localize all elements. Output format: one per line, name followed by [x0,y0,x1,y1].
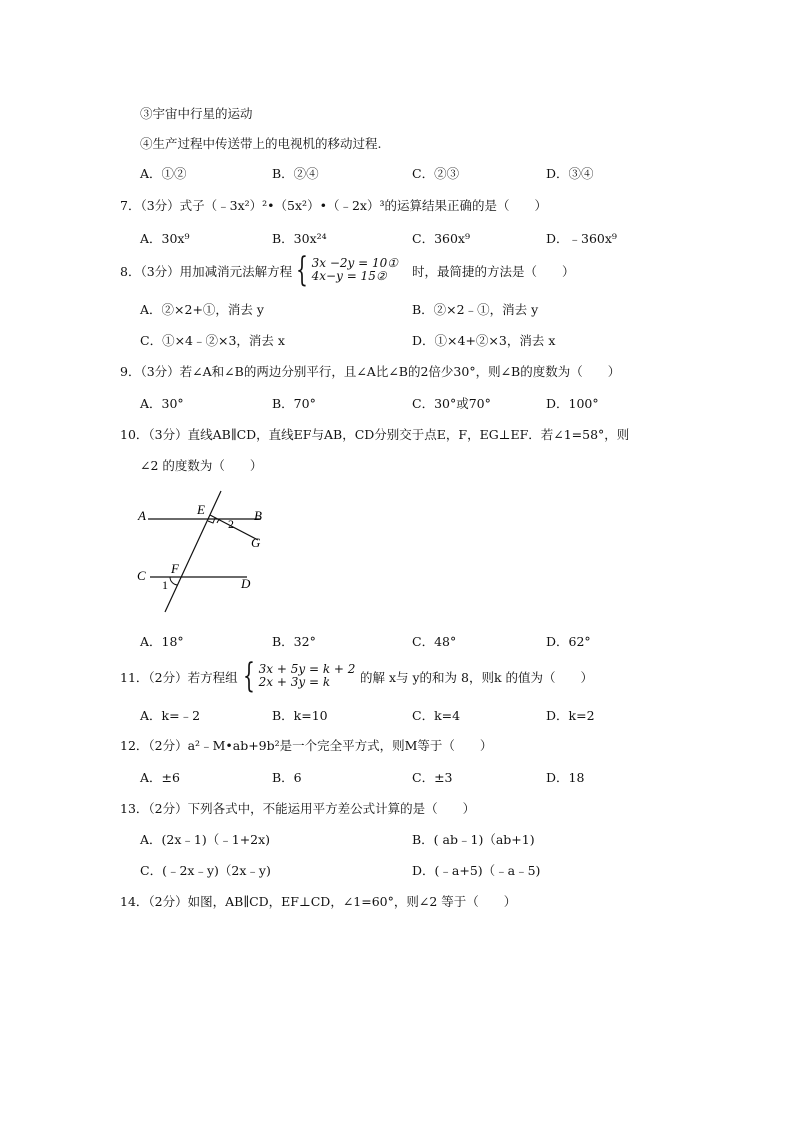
option-c: C．48° [412,634,457,649]
option-c: C．②③ [412,166,460,181]
question-12-text: 12．（2分）a²﹣M•ab+9b²是一个完全平方式，则M等于（ ） [120,738,493,753]
option-d: D．k=2 [546,708,595,723]
question-7-text: 7．（3分）式子（﹣3x²）²•（5x²）•（﹣2x）³的运算结果正确的是（ ） [120,198,547,213]
geometry-figure [133,488,273,618]
label-a: A [138,508,146,523]
equation-1: 3x + 5y = k + 2 [258,662,356,676]
equation-system [296,250,399,290]
label-b: B [254,508,262,523]
label-d: D [241,576,251,591]
option-b: B．70° [272,396,316,411]
option-c: C．(﹣2x﹣y)（2x﹣y) [140,863,271,878]
equation-2: 2x + 3y = k [258,675,331,689]
option-b: B．32° [272,634,316,649]
option-b: B．②④ [272,166,319,181]
question-9-text: 9．（3分）若∠A和∠B的两边分别平行，且∠A比∠B的2倍少30°，则∠B的度数为（ ） [120,364,621,379]
option-b: B．30x²⁴ [272,231,327,246]
question-8-prefix: 8．（3分）用加减消元法解方程 [120,264,293,279]
option-c: C．360x⁹ [412,231,470,246]
question-10-line1: 10．（3分）直线AB∥CD，直线EF与AB，CD分别交于点E，F，EG⊥EF．若∠1=58°，则 [120,427,630,442]
label-g: G [251,535,261,550]
question-14-text: 14．（2分）如图，AB∥CD，EF⊥CD，∠1=60°，则∠2 等于（ ） [120,894,517,909]
list-item: ③宇宙中行星的运动 [140,106,253,121]
line-ef [165,491,221,612]
list-item: ④生产过程中传送带上的电视机的移动过程. [140,136,382,151]
option-a: A．①② [140,166,187,181]
equation-1: 3x −2y = 10① [311,256,399,270]
brace-icon: { [243,656,255,696]
option-d: D．①×4+②×3，消去 x [412,333,556,348]
option-d: D．62° [546,634,591,649]
question-10-line2: ∠2 的度数为（ ） [140,458,263,473]
brace-icon: { [296,250,308,290]
option-a: A．30x⁹ [140,231,190,246]
option-a: A．(2x﹣1)（﹣1+2x) [140,832,271,847]
option-c: C．k=4 [412,708,461,723]
option-b: B．6 [272,770,302,785]
label-f: F [171,561,179,576]
label-e: E [197,502,205,517]
question-13-text: 13．（2分）下列各式中，不能运用平方差公式计算的是（ ） [120,801,476,816]
label-angle-1: 1 [162,578,168,592]
option-c: C．①×4﹣②×3，消去 x [140,333,285,348]
option-d: D．18 [546,770,585,785]
equation-2: 4x−y = 15② [311,269,387,283]
option-a: A．30° [140,396,184,411]
equation-system [243,656,356,696]
option-a: A．k=﹣2 [140,708,201,723]
question-11-prefix: 11．（2分）若方程组 [120,670,238,685]
option-b: B．②×2﹣①，消去 y [412,302,539,317]
angle-1-arc [170,577,178,585]
option-b: B．k=10 [272,708,328,723]
option-a: A．②×2+①，消去 y [140,302,264,317]
option-c: C．±3 [412,770,453,785]
option-a: A．18° [140,634,184,649]
option-c: C．30°或70° [412,396,491,411]
label-angle-2: 2 [228,517,234,531]
question-11-suffix: 的解 x与 y的和为 8，则k 的值为（ ） [360,670,594,685]
question-8-suffix: 时，最简捷的方法是（ ） [412,264,575,279]
option-d: D．③④ [546,166,594,181]
option-b: B．( ab﹣1)（ab+1) [412,832,535,847]
label-c: C [137,568,146,583]
option-d: D．﹣360x⁹ [546,231,617,246]
option-a: A．±6 [140,770,180,785]
option-d: D．(﹣a+5)（﹣a﹣5) [412,863,541,878]
option-d: D．100° [546,396,599,411]
